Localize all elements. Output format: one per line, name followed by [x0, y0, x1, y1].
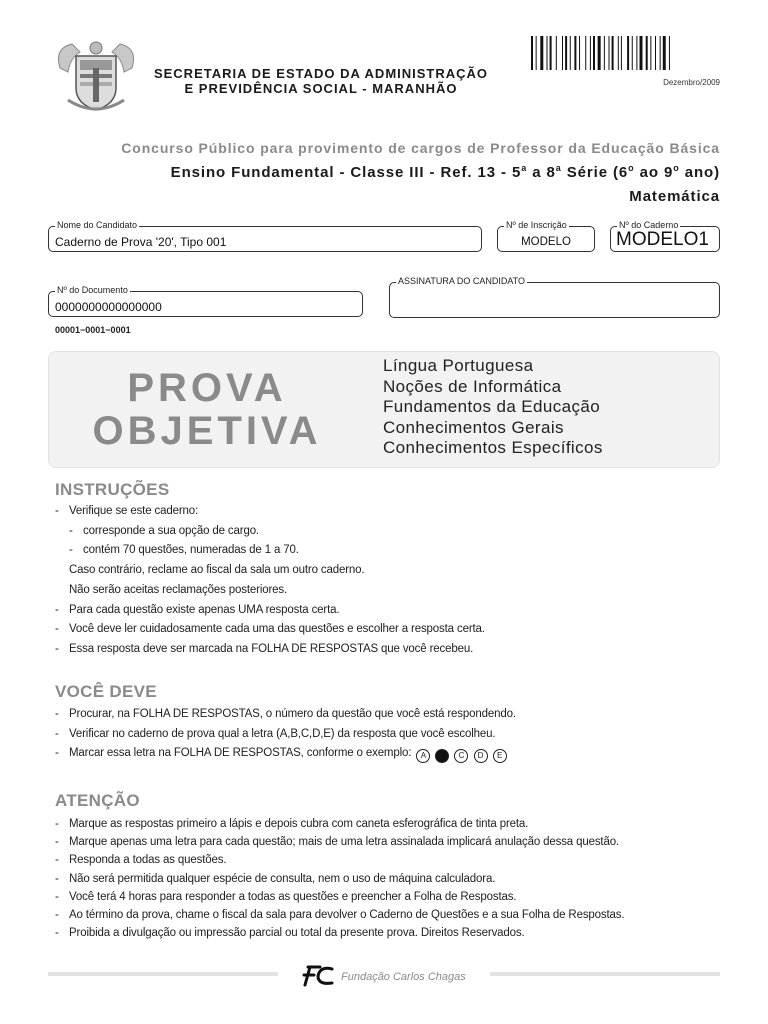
list-item: - Essa resposta deve ser marcada na FOLHA DE RESPOSTAS que você recebeu.: [55, 642, 474, 655]
barcode-bar: [536, 36, 537, 70]
subject-item: Noções de Informática: [383, 376, 562, 396]
list-item: - Você deve ler cuidadosamente cada uma das questões e escolher a resposta certa.: [55, 623, 485, 636]
list-item: - contém 70 questões, numeradas de 1 a 70.: [69, 544, 299, 557]
secretaria-line-2: E PREVIDÊNCIA SOCIAL - MARANHÃO: [184, 81, 458, 96]
barcode-bar: [550, 36, 552, 70]
list-item: - Verifique se este caderno:: [55, 505, 199, 517]
barcode-bar: [655, 36, 656, 70]
barcode-bar: [612, 36, 614, 70]
list-item: - Ao término da prova, chame o fiscal da sala para devolver o Caderno de Questões e a sua Folha de Respostas.: [55, 909, 625, 922]
list-item: - Verificar no caderno de prova qual a letra (A,B,C,D,E) da resposta que você escolheu.: [55, 727, 496, 740]
exam-type-line-1: PROVA: [127, 366, 287, 410]
instrucoes-list: [55, 502, 485, 660]
list-item: - Responda a todas as questões.: [55, 854, 227, 867]
subject-matematica: Matemática: [629, 188, 720, 205]
list-item: Caso contrário, reclame ao fiscal da sala um outro caderno.: [69, 564, 365, 577]
barcode-bar: [604, 36, 605, 70]
footer-rule-left: [48, 972, 278, 976]
answer-bubble-d: D: [474, 749, 488, 763]
documento-field[interactable]: [48, 285, 363, 317]
exam-type-line-2: OBJETIVA: [92, 409, 322, 453]
barcode-bar: [540, 36, 543, 70]
list-item: - Você terá 4 horas para responder a todas as questões e preencher a Folha de Respostas.: [55, 890, 517, 903]
list-item: - Proibida a divulgação ou impressão parcial ou total da presente prova. Direitos Reservados.: [55, 927, 525, 940]
barcode-bar: [627, 36, 629, 70]
inscricao-field[interactable]: [497, 220, 595, 252]
list-item: - Marque as respostas primeiro a lápis e depois cubra com caneta esferográfica de tinta preta.: [55, 818, 529, 830]
barcode-bar: [556, 36, 557, 70]
voce-deve-list: [55, 705, 516, 764]
answer-bubble-a: A: [416, 749, 430, 763]
barcode-bar: [562, 36, 563, 70]
concurso-title: Concurso Público para provimento de cargos de Professor da Educação Básica: [121, 140, 720, 156]
list-item: - Marque apenas uma letra para cada questão; mais de uma letra assinalada implicará anulação dessa questão.: [55, 836, 620, 849]
list-item: - corresponde a sua opção de cargo.: [69, 524, 259, 537]
instrucoes-heading: INSTRUÇÕES: [55, 480, 170, 499]
voce-deve-heading: VOCÊ DEVE: [55, 682, 157, 701]
barcode-bar: [565, 36, 567, 70]
barcode-bar: [531, 36, 533, 70]
issuing-authority: [142, 66, 500, 96]
candidate-name-value: Caderno de Prova '20', Tipo 001: [55, 235, 227, 249]
inscricao-label: Nº de Inscrição: [506, 220, 567, 230]
subject-item: Conhecimentos Gerais: [383, 417, 564, 437]
barcode-bar: [650, 36, 651, 70]
list-item: - Para cada questão existe apenas UMA resposta certa.: [55, 603, 340, 616]
caderno-label: Nº do Caderno: [619, 220, 679, 230]
barcode-bar: [618, 36, 619, 70]
barcode: [531, 36, 720, 70]
answer-bubble-c: C: [454, 749, 468, 763]
documento-label: Nº do Documento: [57, 285, 128, 295]
barcode-bar: [663, 36, 666, 70]
fcc-logo-icon: [300, 963, 336, 989]
secretaria-line-1: SECRETARIA DE ESTADO DA ADMINISTRAÇÃO: [153, 66, 489, 81]
subject-item: Língua Portuguesa: [383, 356, 534, 375]
subjects-list: [383, 356, 603, 459]
barcode-bar: [621, 36, 622, 70]
barcode-bar: [660, 36, 661, 70]
barcode-bar: [590, 36, 591, 70]
candidate-name-label: Nome do Candidato: [57, 220, 138, 230]
barcode-bar: [579, 36, 580, 70]
exam-type-title: [48, 367, 366, 453]
inscricao-value: MODELO: [521, 236, 571, 248]
answer-bubble-e: E: [493, 749, 507, 763]
signature-field[interactable]: [389, 276, 720, 318]
list-item: Não serão aceitas reclamações posteriores.: [69, 583, 288, 596]
ensino-subtitle: Ensino Fundamental - Classe III - Ref. 13 - 5$^a$ a 8$^a$ Série (6$^o$ ao 9$^o$ ano): [170, 163, 720, 181]
barcode-bar: [585, 36, 586, 70]
foundation-name: Fundação Carlos Chagas: [341, 971, 466, 983]
barcode-bar: [593, 36, 595, 70]
documento-value: 0000000000000000: [55, 300, 162, 314]
barcode-bar: [632, 36, 633, 70]
caderno-field[interactable]: [610, 220, 720, 252]
coat-of-arms-icon: [50, 38, 142, 116]
barcode-bar: [640, 36, 643, 70]
footer-rule-right: [490, 972, 720, 976]
barcode-bar: [598, 36, 601, 70]
atencao-heading: ATENÇÃO: [55, 791, 140, 810]
barcode-bar: [669, 36, 670, 70]
barcode-bar: [570, 36, 571, 70]
list-item: - Marcar essa letra na FOLHA DE RESPOSTAS, conforme o exemplo: A B C D E: [55, 744, 516, 764]
control-codes: 00001−0001−0001: [55, 325, 131, 335]
barcode-bar: [636, 36, 637, 70]
candidate-name-field[interactable]: [48, 220, 482, 252]
caderno-value: MODELO1: [616, 229, 709, 250]
list-item: - Procurar, na FOLHA DE RESPOSTAS, o número da questão que você está respondendo.: [55, 708, 516, 720]
atencao-list: [55, 815, 624, 942]
barcode-bar: [547, 36, 548, 70]
subject-item: Conhecimentos Específicos: [383, 438, 603, 457]
answer-bubble-b-filled: B: [435, 749, 449, 763]
exam-date: Dezembro/2009: [663, 78, 720, 87]
subject-item: Fundamentos da Educação: [383, 397, 601, 416]
list-item: - Não será permitida qualquer espécie de consulta, nem o uso de máquina calculadora.: [55, 872, 496, 885]
barcode-bar: [609, 36, 610, 70]
barcode-bar: [646, 36, 648, 70]
barcode-bar: [574, 36, 576, 70]
signature-label: ASSINATURA DO CANDIDATO: [398, 276, 526, 286]
